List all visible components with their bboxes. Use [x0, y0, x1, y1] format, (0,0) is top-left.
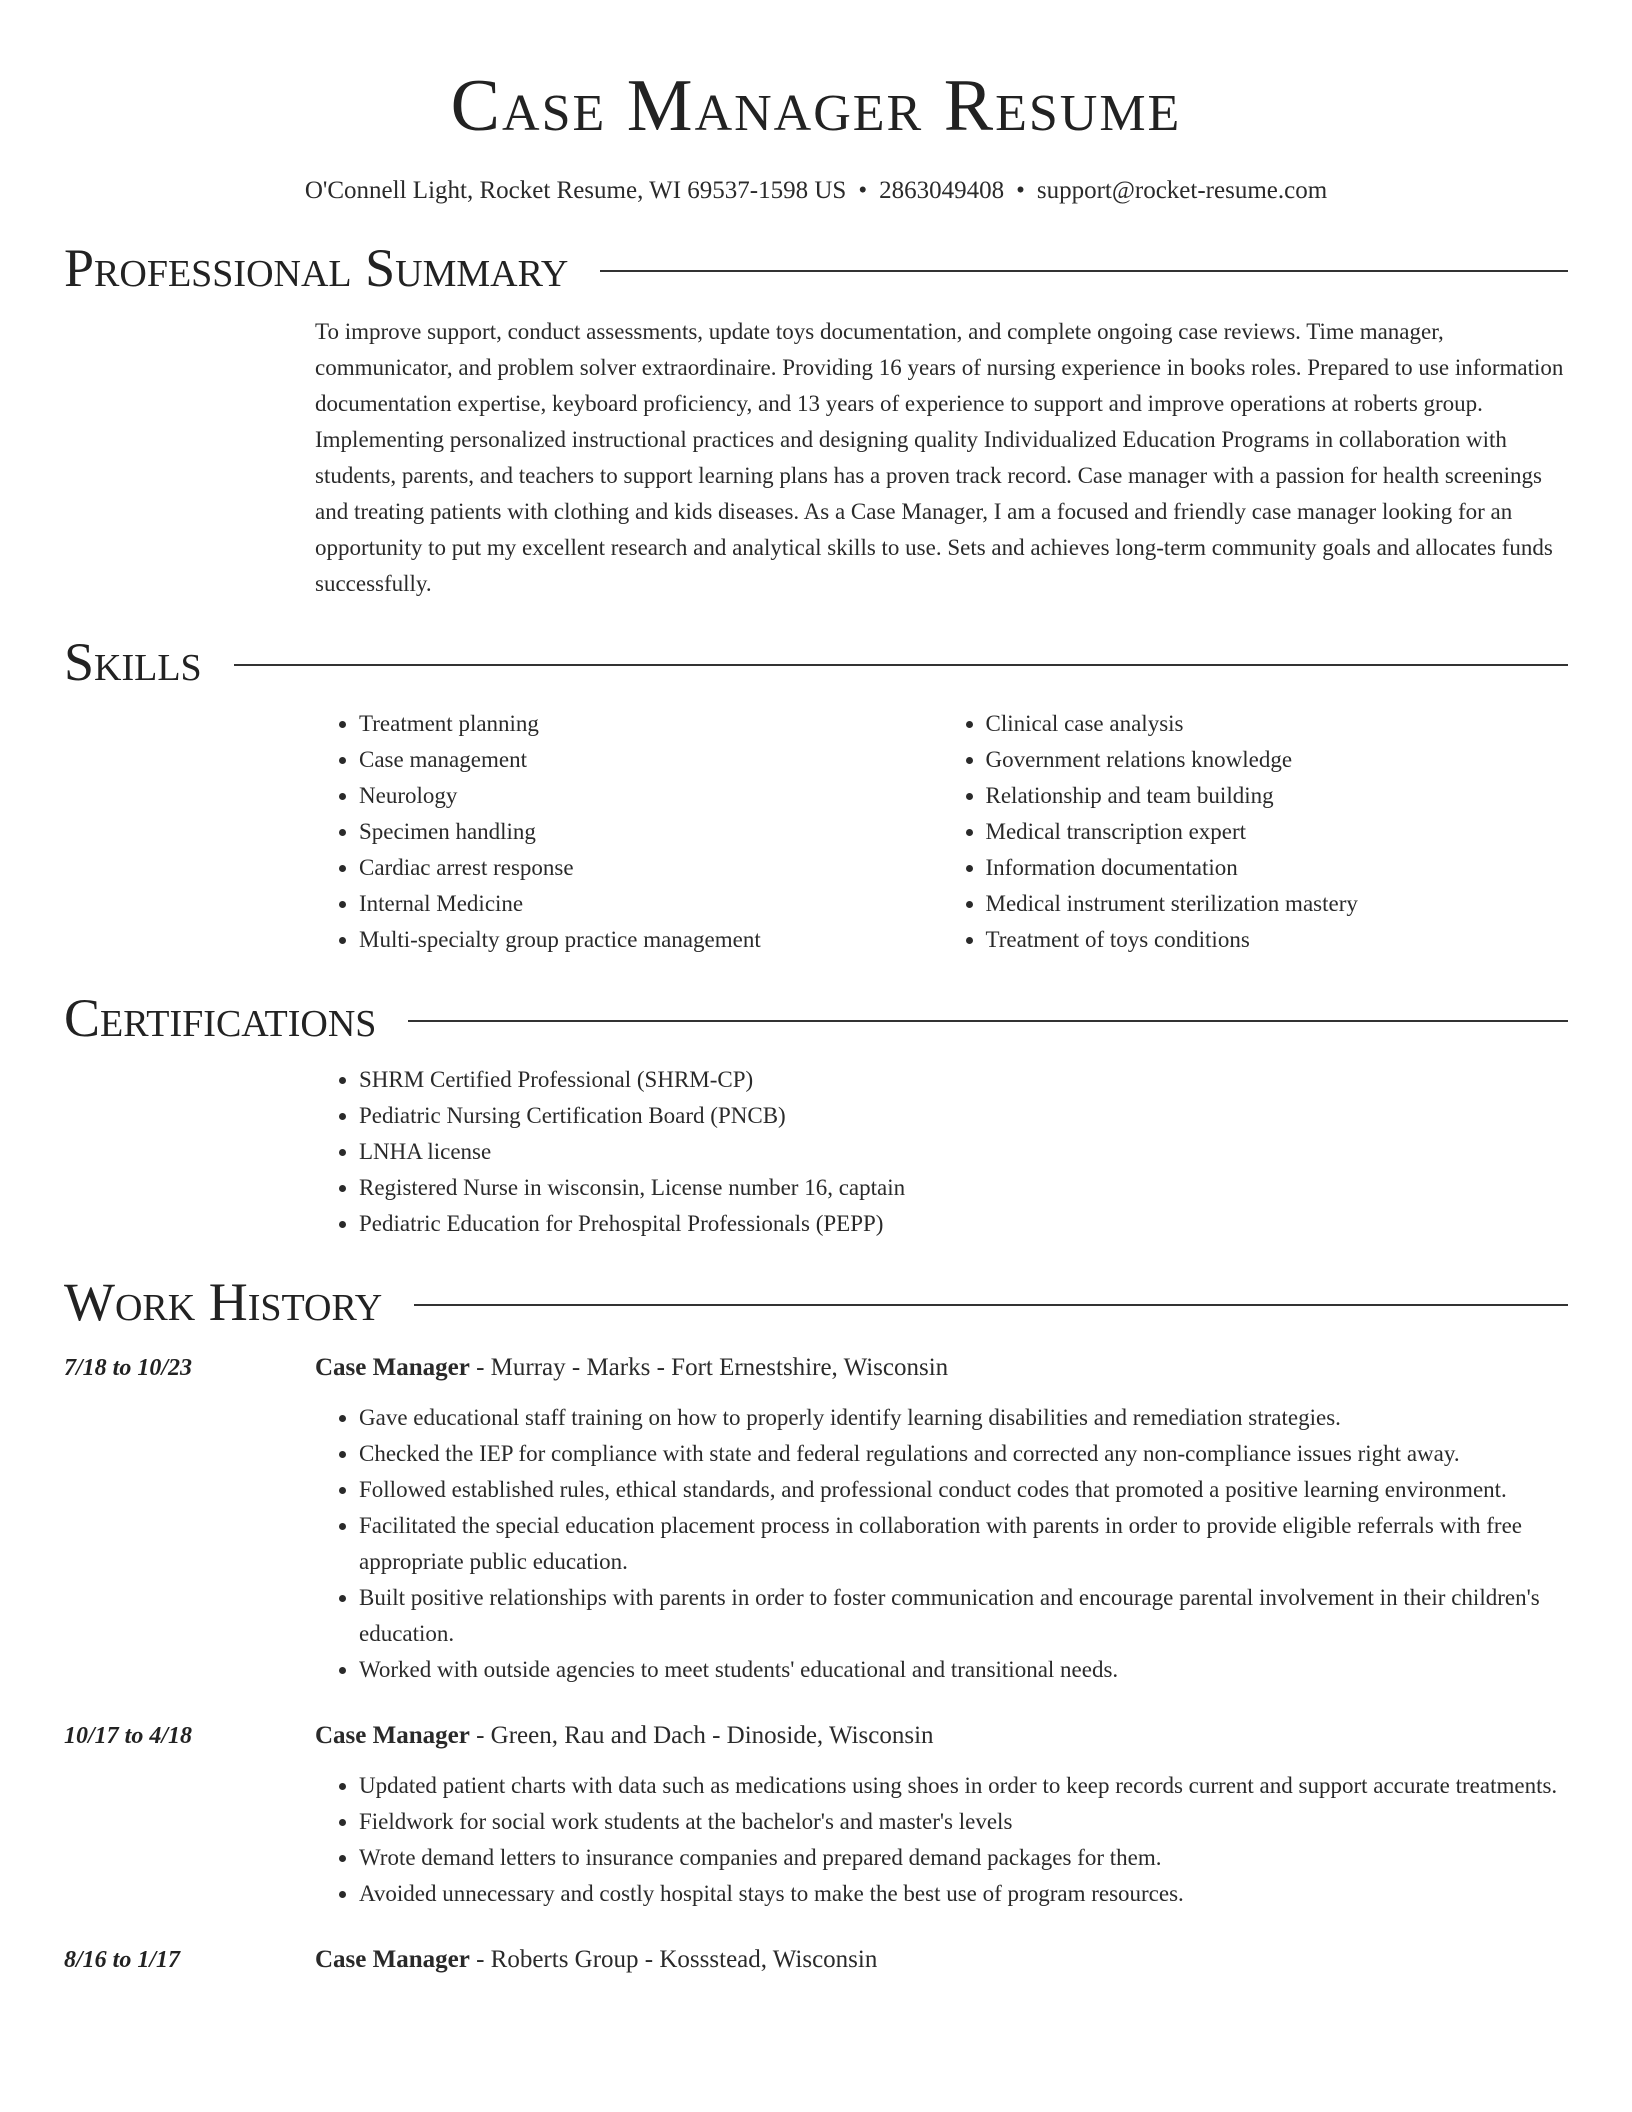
job-bullet: • Worked with outside agencies to meet students' educational and transitional needs.	[359, 1652, 1568, 1688]
job-header	[64, 1942, 1568, 1978]
contact-line	[64, 174, 1568, 208]
contact-address: O'Connell Light, Rocket Resume, WI 69537-1598 US	[304, 177, 847, 204]
skill-item: • Internal Medicine	[359, 886, 942, 922]
job-employer-location: - Roberts Group - Kossstead, Wisconsin	[469, 1946, 878, 1973]
summary-text: To improve support, conduct assessments, update toys documentation, and complete ongoing case reviews. Time manager, communicator, and problem solver extraordinaire. Providing 16 years of nursing experience in books roles. Prepared to use information documentation expertise, keyboard proficiency, and 13 years of experience to support and improve operations at roberts group. Implementing personalized instructional practices and designing quality Individualized Education Programs in collaboration with students, parents, and teachers to support learning plans has a proven track record. Case manager with a passion for health screenings and treating patients with clothing and kids diseases. As a Case Manager, I am a focused and friendly case manager looking for an opportunity to put my excellent research and analytical skills to use. Sets and achieves long-term community goals and allocates funds successfully.	[315, 319, 1564, 596]
job-bullet: • Checked the IEP for compliance with state and federal regulations and corrected any non-compliance issues right away.	[359, 1436, 1568, 1472]
resume-title: Case Manager Resume	[450, 65, 1182, 147]
job-dates: 10/17 to 4/18	[64, 1723, 193, 1749]
section-divider	[408, 1020, 1568, 1022]
certification-item: • Pediatric Nursing Certification Board (PNCB)	[359, 1098, 1568, 1134]
job-entry	[64, 1718, 1568, 1912]
job-bullet: • Fieldwork for social work students at the bachelor's and master's levels	[359, 1804, 1568, 1840]
skill-item: • Government relations knowledge	[986, 742, 1569, 778]
skill-item: • Information documentation	[986, 850, 1569, 886]
job-bullet: • Gave educational staff training on how to properly identify learning disabilities and remediation strategies.	[359, 1400, 1568, 1436]
job-header	[64, 1718, 1568, 1754]
job-entry	[64, 1350, 1568, 1688]
skill-item: • Treatment planning	[359, 706, 942, 742]
skill-item: • Multi-specialty group practice management	[359, 922, 942, 958]
resume-page	[64, 0, 1568, 1978]
job-entry	[64, 1942, 1568, 1978]
skills-list-right	[942, 706, 1569, 958]
job-employer-location: - Murray - Marks - Fort Ernestshire, Wisconsin	[469, 1354, 949, 1381]
section-title-work-history: Work History	[64, 1272, 383, 1332]
certification-item: • LNHA license	[359, 1134, 1568, 1170]
contact-separator: •	[858, 177, 868, 204]
job-header	[64, 1350, 1568, 1386]
job-bullet: • Facilitated the special education placement process in collaboration with parents in order to provide eligible referrals with free appropriate public education.	[359, 1508, 1568, 1580]
job-bullet-list	[315, 1400, 1568, 1688]
job-bullet: • Built positive relationships with parents in order to foster communication and encourage parental involvement in their children's education.	[359, 1580, 1568, 1652]
skill-item: • Case management	[359, 742, 942, 778]
job-bullets	[315, 1400, 1568, 1688]
job-summary-line	[315, 1718, 934, 1754]
certification-item: • SHRM Certified Professional (SHRM-CP)	[359, 1062, 1568, 1098]
skill-item: • Neurology	[359, 778, 942, 814]
certification-item: • Registered Nurse in wisconsin, License number 16, captain	[359, 1170, 1568, 1206]
section-divider	[414, 1304, 1568, 1306]
skill-item: • Treatment of toys conditions	[986, 922, 1569, 958]
section-divider	[234, 664, 1568, 666]
skills-grid	[315, 706, 1568, 958]
contact-separator: •	[1016, 177, 1025, 204]
contact-email[interactable]: support@rocket-resume.com	[1036, 177, 1328, 204]
certification-item: • Pediatric Education for Prehospital Professionals (PEPP)	[359, 1206, 1568, 1242]
job-bullets	[315, 1768, 1568, 1912]
skill-item: • Medical transcription expert	[986, 814, 1569, 850]
section-header-work-history	[64, 1270, 1568, 1334]
job-dates: 8/16 to 1/17	[64, 1947, 181, 1973]
contact-phone: 2863049408	[879, 177, 1005, 204]
job-title: Case Manager	[315, 1354, 470, 1381]
job-bullet-list	[315, 1768, 1568, 1912]
job-summary-line	[315, 1942, 877, 1978]
section-header-skills	[64, 630, 1568, 694]
job-bullet: • Followed established rules, ethical standards, and professional conduct codes that promoted a positive learning environment.	[359, 1472, 1568, 1508]
skill-item: • Clinical case analysis	[986, 706, 1569, 742]
section-divider	[600, 270, 1568, 272]
job-title: Case Manager	[315, 1722, 470, 1749]
certifications-list	[315, 1062, 1568, 1242]
job-bullet: • Updated patient charts with data such as medications using shoes in order to keep records current and support accurate treatments.	[359, 1768, 1568, 1804]
skill-item: • Relationship and team building	[986, 778, 1569, 814]
job-employer-location: - Green, Rau and Dach - Dinoside, Wisconsin	[469, 1722, 934, 1749]
section-header-certifications	[64, 986, 1568, 1050]
section-title-skills: Skills	[64, 632, 202, 692]
section-header-summary	[64, 236, 1568, 300]
skills-list-left	[315, 706, 942, 958]
skill-item: • Cardiac arrest response	[359, 850, 942, 886]
job-bullet: • Wrote demand letters to insurance companies and prepared demand packages for them.	[359, 1840, 1568, 1876]
section-title-summary: Professional Summary	[64, 238, 569, 298]
section-title-certifications: Certifications	[64, 988, 377, 1048]
certifications-block	[315, 1062, 1568, 1242]
skill-item: • Specimen handling	[359, 814, 942, 850]
job-summary-line	[315, 1350, 948, 1386]
job-title: Case Manager	[315, 1946, 470, 1973]
skill-item: • Medical instrument sterilization mastery	[986, 886, 1569, 922]
job-dates: 7/18 to 10/23	[64, 1355, 193, 1381]
job-bullet: • Avoided unnecessary and costly hospital stays to make the best use of program resources.	[359, 1876, 1568, 1912]
